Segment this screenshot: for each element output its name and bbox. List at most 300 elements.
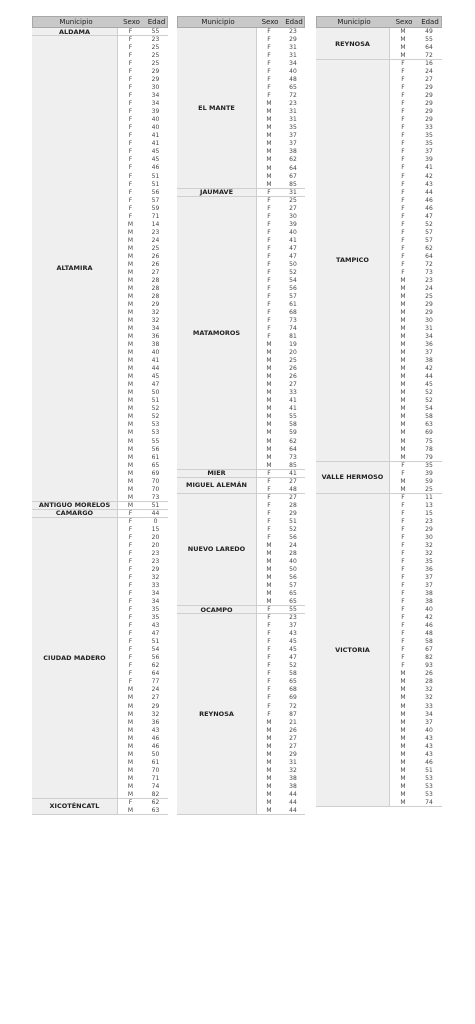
table-row [390,164,442,172]
sexo-cell: F [128,60,133,68]
table-row [257,389,305,397]
table-row [118,791,168,799]
edad-cell: 26 [289,373,297,381]
edad-cell: 38 [425,598,433,606]
sexo-cell: F [267,252,271,260]
municipio-name: EL MANTE [177,28,257,188]
table-row [257,438,305,446]
sexo-cell: F [401,582,405,590]
municipio-group [177,478,305,494]
table-row [257,100,305,108]
table-row [257,269,305,277]
sexo-cell: F [401,614,405,622]
table-row [390,317,442,325]
table-row [118,470,168,478]
edad-cell: 34 [151,590,160,598]
sexo-cell: F [401,541,405,549]
sexo-cell: F [267,236,271,244]
table-row [118,285,168,293]
edad-cell: 53 [425,782,433,790]
sexo-cell: F [401,92,405,100]
sexo-cell: M [266,726,272,734]
sexo-cell: M [266,774,272,782]
sexo-cell: M [266,437,272,445]
table-row [257,494,305,502]
table-row [257,116,305,124]
table-row [257,582,305,590]
table-row [390,116,442,124]
edad-cell: 40 [289,68,297,76]
sexo-cell: M [400,750,406,758]
table-row [257,285,305,293]
table-row [118,638,168,646]
sexo-cell: M [127,381,134,389]
sexo-cell: M [127,236,134,244]
sexo-cell: M [127,742,134,750]
sexo-cell: M [400,710,406,718]
sexo-cell: M [127,718,134,726]
edad-cell: 44 [289,798,297,806]
table-row [390,606,442,614]
edad-cell: 32 [425,694,433,702]
edad-cell: 37 [289,132,297,140]
edad-cell: 35 [425,132,433,140]
table-row [390,261,442,269]
table-row [118,92,168,100]
table-row [118,751,168,759]
table-row [257,606,305,614]
sexo-cell: M [400,333,406,341]
edad-cell: 50 [151,389,160,397]
sexo-cell: F [401,598,405,606]
sexo-cell: M [266,124,272,132]
sexo-cell: F [401,156,405,164]
edad-cell: 24 [151,236,160,244]
edad-cell: 67 [289,172,297,180]
table-row [390,526,442,534]
sexo-cell: M [400,373,406,381]
sexo-cell: M [400,686,406,694]
edad-cell: 28 [151,284,160,292]
edad-cell: 46 [151,742,160,750]
edad-cell: 32 [425,549,433,557]
edad-cell: 43 [289,630,297,638]
sexo-cell: M [127,750,134,758]
edad-cell: 61 [151,453,160,461]
table-row [118,253,168,261]
table-row [118,333,168,341]
table-row [118,478,168,486]
table-row [390,791,442,799]
sexo-cell: F [267,670,271,678]
table-row [257,357,305,365]
edad-cell: 41 [151,357,160,365]
table-row [390,92,442,100]
sexo-cell: M [127,349,134,357]
sexo-cell: M [400,485,406,493]
edad-cell: 41 [289,469,297,477]
edad-cell: 73 [151,493,160,501]
sexo-cell: M [127,413,134,421]
header-municipio: Municipio [337,18,371,26]
table-row [118,293,168,301]
table-row [118,301,168,309]
edad-cell: 42 [425,172,433,180]
sexo-cell: M [266,140,272,148]
municipio-name: CAMARGO [32,510,118,517]
edad-cell: 33 [425,702,433,710]
edad-cell: 29 [151,76,160,84]
sexo-cell: M [127,437,134,445]
sexo-cell: F [128,84,133,92]
sexo-cell: F [128,614,133,622]
sexo-cell: M [127,341,134,349]
sexo-cell: F [128,678,133,686]
table-row [257,52,305,60]
sexo-cell: F [128,622,133,630]
edad-cell: 73 [289,317,297,325]
table-row [118,261,168,269]
table-row [118,173,168,181]
sexo-cell: F [128,525,133,533]
table-row [118,116,168,124]
table-row [390,614,442,622]
sexo-cell: F [128,172,133,180]
sexo-cell: F [267,84,271,92]
table-row [390,108,442,116]
sexo-cell: M [127,317,134,325]
sexo-cell: M [266,798,272,806]
table-row [390,582,442,590]
sexo-cell: M [127,252,134,260]
edad-cell: 43 [425,180,433,188]
table-row [390,638,442,646]
edad-cell: 62 [151,798,160,806]
edad-cell: 51 [289,517,297,525]
sexo-cell: F [401,461,405,469]
edad-cell: 85 [289,180,297,188]
table-row [390,534,442,542]
table-row [257,261,305,269]
edad-cell: 59 [151,204,160,212]
sexo-cell: M [400,742,406,750]
table-row [390,341,442,349]
edad-cell: 52 [425,389,433,397]
table-row [257,694,305,702]
table-row [390,277,442,285]
edad-cell: 27 [425,76,433,84]
table-row [118,309,168,317]
sexo-cell: F [128,590,133,598]
table-row [257,181,305,189]
edad-cell: 52 [425,220,433,228]
sexo-cell: F [267,60,271,68]
table-row [118,438,168,446]
sexo-cell: F [128,557,133,565]
edad-cell: 25 [151,244,160,252]
table-row [118,341,168,349]
sexo-cell: F [401,68,405,76]
edad-cell: 27 [289,381,297,389]
edad-cell: 56 [151,654,160,662]
sexo-cell: F [267,268,271,276]
edad-cell: 29 [425,92,433,100]
edad-cell: 28 [151,276,160,284]
sexo-cell: M [400,44,406,52]
sexo-cell: F [128,92,133,100]
table-row [390,365,442,373]
sexo-cell: M [127,806,134,814]
table-row [257,349,305,357]
table-row [390,711,442,719]
edad-cell: 53 [425,790,433,798]
edad-cell: 65 [151,461,160,469]
table-row [257,189,305,197]
table-row [257,36,305,44]
sexo-cell: F [401,220,405,228]
table-row [390,470,442,478]
edad-cell: 64 [425,44,433,52]
edad-cell: 23 [151,36,160,44]
table-row [390,502,442,510]
table-row [257,550,305,558]
table-body [316,28,442,807]
table-row [118,100,168,108]
table-row [390,670,442,678]
edad-cell: 82 [151,790,160,798]
edad-cell: 36 [151,718,160,726]
municipio-group [177,197,305,470]
sexo-cell: M [266,373,272,381]
sexo-cell: F [401,196,405,204]
edad-cell: 45 [289,638,297,646]
edad-cell: 46 [425,196,433,204]
table-row [390,373,442,381]
table-row [257,462,305,470]
table-row [390,510,442,518]
sexo-cell: M [400,790,406,798]
edad-cell: 74 [151,782,160,790]
table-row [118,711,168,719]
sexo-cell: F [267,501,271,509]
table-row [390,156,442,164]
table-row [257,108,305,116]
sexo-cell: F [267,44,271,52]
edad-cell: 74 [289,325,297,333]
edad-cell: 93 [425,662,433,670]
edad-cell: 35 [289,124,297,132]
sexo-cell: M [266,365,272,373]
table-row [118,775,168,783]
edad-cell: 31 [289,758,297,766]
edad-cell: 52 [289,525,297,533]
sexo-cell: F [128,76,133,84]
table-row [390,775,442,783]
table-row [257,638,305,646]
table-row [118,654,168,662]
table-row [257,662,305,670]
edad-cell: 32 [425,541,433,549]
edad-cell: 81 [289,333,297,341]
table-row [390,799,442,807]
municipio-group [177,614,305,815]
sexo-cell: M [266,381,272,389]
column-header [177,16,305,28]
sexo-cell: F [401,630,405,638]
table-column-1 [32,16,168,815]
sexo-cell: M [400,36,406,44]
table-row [390,454,442,462]
edad-cell: 57 [425,236,433,244]
edad-cell: 29 [151,702,160,710]
edad-cell: 56 [151,445,160,453]
sexo-cell: F [128,549,133,557]
edad-cell: 32 [425,686,433,694]
table-row [118,719,168,727]
sexo-cell: M [266,566,272,573]
sexo-cell: M [127,268,134,276]
table-row [257,76,305,84]
edad-cell: 0 [153,517,158,525]
edad-cell: 27 [151,694,160,702]
sexo-cell: M [266,156,272,164]
edad-cell: 53 [425,774,433,782]
edad-cell: 15 [151,525,160,533]
sexo-cell: M [127,276,134,284]
table-row [390,759,442,767]
sexo-cell: F [128,541,133,549]
municipio-group [177,606,305,614]
table-row [390,173,442,181]
sexo-cell: F [401,124,405,132]
table-row [390,197,442,205]
table-row [118,807,168,815]
edad-cell: 37 [425,718,433,726]
sexo-cell: M [266,148,272,156]
table-row [257,719,305,727]
table-row [118,743,168,751]
table-row [390,285,442,293]
edad-cell: 54 [425,405,433,413]
edad-cell: 43 [425,750,433,758]
sexo-cell: F [267,204,271,212]
edad-cell: 25 [151,44,160,52]
edad-cell: 23 [289,28,297,35]
sexo-cell: M [266,541,272,549]
table-row [257,791,305,799]
table-row [257,558,305,566]
sexo-cell: F [401,501,405,509]
edad-cell: 30 [289,212,297,220]
sexo-cell: M [266,782,272,790]
table-row [118,44,168,52]
table-row [118,518,168,526]
municipio-name: XICOTÉNCATL [32,799,118,814]
edad-cell: 85 [289,461,297,469]
sexo-cell: F [401,493,405,501]
edad-cell: 41 [151,132,160,140]
table-row [257,60,305,68]
edad-cell: 57 [289,582,297,590]
municipio-name: MIER [177,470,257,477]
table-row [118,205,168,213]
sexo-cell: F [267,630,271,638]
table-row [257,526,305,534]
sexo-cell: F [401,132,405,140]
table-row [257,711,305,719]
table-row [118,269,168,277]
edad-cell: 48 [425,630,433,638]
sexo-cell: F [401,204,405,212]
sexo-cell: F [401,260,405,268]
edad-cell: 52 [425,397,433,405]
sexo-cell: M [127,461,134,469]
edad-cell: 64 [289,445,297,453]
sexo-cell: F [267,276,271,284]
sexo-cell: M [266,413,272,421]
table-row [118,686,168,694]
sexo-cell: F [401,188,405,196]
table-row [118,454,168,462]
sexo-cell: F [128,509,133,517]
sexo-cell: F [267,477,271,485]
sexo-cell: F [401,469,405,477]
edad-cell: 52 [289,268,297,276]
edad-cell: 63 [425,421,433,429]
municipio-group [32,28,168,36]
edad-cell: 41 [289,405,297,413]
table-row [118,735,168,743]
edad-cell: 43 [425,742,433,750]
sexo-cell: M [127,734,134,742]
sexo-cell: F [267,509,271,517]
table-row [390,124,442,132]
table-row [118,614,168,622]
edad-cell: 61 [151,758,160,766]
sexo-cell: F [128,164,133,172]
sexo-cell: M [266,349,272,357]
table-row [118,566,168,574]
sexo-cell: F [401,606,405,614]
sexo-cell: M [400,405,406,413]
edad-cell: 44 [289,806,297,814]
municipio-group [316,462,442,494]
table-row [257,68,305,76]
edad-cell: 72 [425,52,433,60]
table-row [118,60,168,68]
sexo-cell: M [400,670,406,678]
sexo-cell: F [401,654,405,662]
table-row [257,44,305,52]
edad-cell: 44 [151,365,160,373]
table-row [118,373,168,381]
edad-cell: 59 [289,429,297,437]
header-edad: Edad [285,18,303,26]
edad-cell: 52 [151,405,160,413]
edad-cell: 21 [289,718,297,726]
table-row [118,349,168,357]
table-row [257,140,305,148]
edad-cell: 44 [425,188,433,196]
sexo-cell: F [128,116,133,124]
table-row [257,486,305,494]
table-row [390,727,442,735]
sexo-cell: F [267,517,271,525]
sexo-cell: F [267,212,271,220]
table-row [390,189,442,197]
sexo-cell: F [267,333,271,341]
edad-cell: 33 [151,582,160,590]
